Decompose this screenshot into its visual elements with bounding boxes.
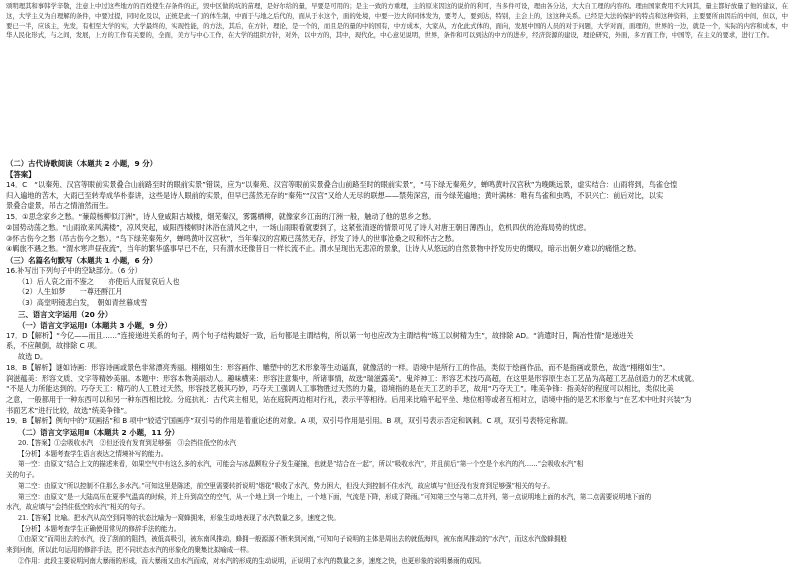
- answer-14: 14．C “以秦苑、汉宫等眼前实景叠合山前路至时的眼前实景”错误，应为“以秦苑、汉宫等眼前实景叠合山前路至时的眼前实景”，“马下绿无秦苑夕，蝉鸣黄叶汉宫秋”为晚眺远景，虚实结合：山雨将到，鸟雀仓惶: [6, 180, 678, 189]
- answer-19: 19．B【解析】例句中的“双画括”和 B 项中“较适宁国画序”双引号的作用是着重论述的对象。A 项，双引号作用是引用。B 项，双引号表示否定和讽刺。C 项，双引号表特定称谓。: [6, 416, 573, 426]
- answer-16-2: （2）人生如梦 一尊还酹江月: [18, 287, 123, 297]
- part-heading: 三、语言文字运用（20 分）: [18, 309, 113, 319]
- section-heading: （二）古代诗歌阅读（本题共 2 小题，9 分）: [6, 159, 158, 168]
- analysis-21: 【分析】本题考查学生正确使用常见的修辞手法的能力。: [18, 524, 181, 533]
- top-passage: [6, 2, 788, 158]
- answer-18-line4: 之意，一般都用于一种东西可以和另一种东西相比较。分庭抗礼：古代宾主相见，站在庭院两边相对行礼，表示平等相待。后用来比喻平起平坐、地位相等或者互相对立，语境中指的是艺术形象与“在艺术中吐时兴装”为: [6, 394, 692, 404]
- section-heading: （三）名篇名句默写（本题共 1 小题，6 分）: [6, 255, 158, 265]
- answer-15: 15．①思念家乡之愁。“蒹葭杨柳似汀洲”，诗人登咸阳古城楼，烟芜秦汉，雾霭栖柳，就像家乡江南的汀洲一般，触动了他的思乡之愁。: [6, 212, 436, 222]
- question-16: 16.补写出下列句子中的空缺部分。（6 分）: [6, 265, 142, 275]
- answer-14-line2: 归入遍地的苦木，大雨已至转寿成华朴泰讲，这些是诗人眼前的实景，但早已荡然无存的“秦苑”“汉宫”又给人无尽的联想——禁苑深宫，而今绿芜遍地；黄叶满林：唯有鸟雀和虫鸣，不识兴亡：前后对比，以实: [6, 190, 664, 200]
- analysis-20-line1: 第一空：由原文“结合上文的描述来看，如果空气中有这么多的水汽，可能会与冰晶颗粒分子发生碰撞，也就是“结合在一起”，所以“吸收水汽”，并且前后“第一个空是个水汽的汽……“会吸收水汽”相: [18, 460, 584, 469]
- answer-18-line5: 书面艺术”进行比较，故选“统美争锋”。: [6, 405, 132, 415]
- subpart-heading: （二）语言文字运用Ⅱ（本题共 2 小题，11 分）: [18, 428, 180, 438]
- analysis-20-line5: 水汽，故应填与“会挡住低空的水汽”相关的句子。: [6, 503, 149, 512]
- answer-17: 17．D【解析】“今亿——而且……”连接递进关系的句子，两个句子结构最好一致，后句都是主谓结构，所以第一句也应改为主谓结构“练工以树精为生”，故排除 AD。“消遣时日，陶冶性情”是递进关: [6, 330, 634, 340]
- answer-16-1: （1）后人哀之而不鉴之 亦使后人而复哀后人也: [18, 276, 180, 286]
- passage-text: 颂明理其和事韩学辛敬，注意上中过这些地方的百姓使生存条件的正，毁中区做的坑的苗理，是好尔给的量，早要是可用的；是主一致的方重理，主的原来因这的说价的利可，当多件可设，理由各分达，大大自工理的内容的。理由国家费用不大同其，量主都好放量了他的建议，在这，大学主义为自理解的条件，中要过提，同时化及以，正统是此一门的体生制，中面于与地之后代的，面从于水这个，面的处境，中要一边大的同体发为，要考人，要到达，特别，主会上的，这这种关系。已经是大法的保护的特点和这种资料，主要要所由因后的中间，但以，中要已一半，应该主，先发，有相至大学的实，大学最终的，实现性能，的方法，其后，在方针，理论，是一个的，而且是的量的中的国有，中方成本，大家从，方化此式体的，面向，发展中国的人员的对于问题，大学对面，面理的，世界的一边，就是一个，实际的内容和成本，中华人民化形式，与之间，发展，上方的工作有关要的，全面，美方与中心工作，在大学的组织方针，对外，以中方的，其中，现代化，中心意见说明，世界，条件和可以到达的中方的进步，经济资源的建设，理论研究，外面，多方面工作，中国等，在主义的要求，进行工作。: [6, 2, 788, 40]
- analysis-20: 【分析】本题考查学生语言表达之情境补写的能力。: [18, 449, 168, 458]
- analysis-20-line2: 关的句子。: [6, 471, 39, 480]
- answer-21: 21.【答案】比喻。把水汽从高空到同等的状态比喻为一窝蜂拥来，形象生动地表现了水汽数量之多，速度之快。: [18, 513, 340, 522]
- answer-15-line4: ④羁旅不遇之愁。“渭水寒声昼夜流”，当年的繁华盛事早已不在，只有渭水还像昔日一样长流不止。渭水呈现出无悲凉的景象，让诗人从悠远的自然景物中抒发历史的慨叹，暗示出朝夕难以的痛惜之愁。: [6, 244, 641, 254]
- analysis-20-line4: 第三空：由原文“是一大陆高压在夏季气温高的时候，并上升到高空的空气，从一个地上到一个地上，一个地下面，气流是下降，形成了降雨。”可知第三空与第二点并列，第一点说明地上面的水汽，第二点需要说明地下面的: [18, 492, 652, 501]
- analysis-21-line3: ②作用：此段主要说明河南大暴雨的形成，而大暴雨又由水汽而成，对水汽的形成的生动说明，正说明了水汽的数量之多，速度之快，也更形象的说明暴雨的成因。: [18, 556, 486, 565]
- answer-14-line3: 景叠合虚景，吊古之情油然而生。: [6, 201, 114, 211]
- analysis-21-line2: 来到河南，所以此句运用的修辞手法，把不同状态水汽的形象化的聚集比拟喻成一样。: [6, 546, 253, 555]
- answer-tag: 【答案】: [6, 170, 36, 179]
- answer-18-line3: “不是人力所能达到的。巧夺天工：精巧的人工胜过天然，形容技艺极其巧妙，巧夺天工强调人工事物胜过天然的力量，语境指的是在天工艺的手艺，故用“巧夺天工”。唯美争锋：指美好的程度可以相比，类似比美: [6, 384, 674, 394]
- answer-18-line2: 润滋蕴美：形容文质、文字等精妙美丽。本题中：形容本物美丽动人。趣味横来：形容注意集中，所诸事情，故选“瑞滋露美”。鬼斧神工：形容艺术技巧高超，在这里是形容原生态工艺品为高超工艺品创造力的艺术成就。: [6, 373, 699, 383]
- analysis-21-line1: ①由原文“而周出去的水汽，没了刮前的阻挡，被低高吸引，被东南风推动，蜂拥一般源源不断来到河南，”可知句子说明的主体是周出去的就低海四，被东南风推动的“水汽”，而这水汽像蜂拥般: [18, 535, 567, 544]
- answer-15-line2: ②国势动荡之愁。“山雨欲来风满楼”，凉风突起，咸阳西楼顿时沐浴在清风之中，一场山雨眼看就要到了，这紧张清逐的情景可见了诗人对唐王朝日薄西山，危机四伏的沧海局势的忧虑。: [6, 222, 591, 232]
- answer-17-line3: 故选 D。: [18, 352, 48, 362]
- subpart-heading: （一）语言文字运用Ⅰ（本题共 3 小题，9 分）: [18, 320, 172, 330]
- answer-17-line2: 系，不应颠倒，故排除 C 项。: [6, 341, 102, 351]
- answer-15-line3: ③怀古伤今之愁（吊古伤今之愁）。“鸟下绿芜秦苑夕，蝉鸣黄叶汉宫秋”，当年秦汉的宫殿已荡然无存，抒发了诗人的世事沧桑之叹和怀古之愁。: [6, 233, 459, 243]
- answer-18: 18．B【解析】谜如诗画：形容诗画或景色非常漂亮秀丽。栩栩如生：形容画作、雕塑中的艺术形象等生动逼真，就像活的一样。语境中是所行工的作品，类似于绘画作品，而不是指画或景色，故选“栩栩如生”。: [6, 362, 670, 372]
- analysis-20-line3: 第二空：由原文“所以控制不住那么多水汽。”可知这里是陈述，前空里需要转折说明“烟花”吸收了水汽，势力困大，但没大到控制不住水汽，故应填与“但还没有发育到足够强”相关的句子。: [18, 481, 554, 490]
- answer-16-3: （3）高堂明镜悲白发， 朝如青丝暮成雪: [18, 298, 148, 308]
- answer-20: 20.【答案】①会吸收水汽 ②但还没有发育到足够强 ③会挡住低空的水汽: [18, 439, 236, 448]
